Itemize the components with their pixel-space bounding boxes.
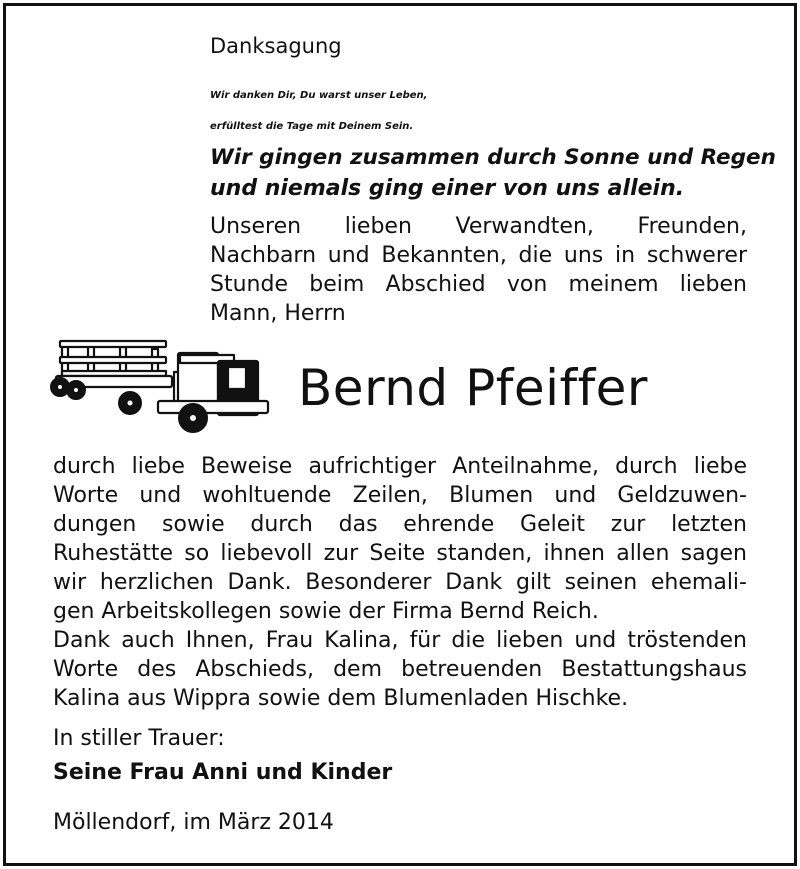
place-date: Möllendorf, im März 2014: [53, 810, 334, 835]
verse-line: Wir danken Dir, Du warst unser Leben,: [210, 90, 428, 101]
intro-line: Mann, Herrn: [210, 301, 346, 326]
verse-line: und niemals ging einer von uns allein.: [210, 176, 685, 201]
deceased-name: Bernd Pfeiffer: [298, 359, 648, 417]
memorial-verse: [210, 80, 776, 204]
intro-line: Stunde beim Abschied von meinem lieben: [210, 272, 747, 297]
body-line: Ruhestätte so liebevoll zur Seite standen, ihnen allen sagen: [53, 541, 747, 566]
thanks-paragraph: [53, 452, 747, 713]
body-line: Dank auch Ihnen, Frau Kalina, für die lieben und tröstenden: [53, 628, 747, 653]
body-line: Worte und wohltuende Zeilen, Blumen und Geldzuwen-: [53, 483, 747, 508]
body-line: wir herzlichen Dank. Besonderer Dank gilt seinen ehemali-: [53, 570, 747, 595]
body-line: gen Arbeitskollegen sowie der Firma Bernd Reich.: [53, 599, 599, 624]
body-line: dungen sowie durch das ehrende Geleit zur letzten: [53, 512, 747, 537]
body-line: durch liebe Beweise aufrichtiger Anteilnahme, durch liebe: [53, 454, 747, 479]
intro-line: Unseren lieben Verwandten, Freunden,: [210, 214, 747, 239]
verse-line: Wir gingen zusammen durch Sonne und Regen: [210, 145, 776, 170]
notice-heading: Danksagung: [210, 34, 342, 58]
intro-line: Nachbarn und Bekannten, die uns in schwerer: [210, 243, 747, 268]
signature: Seine Frau Anni und Kinder: [53, 760, 393, 785]
body-line: Kalina aus Wippra sowie dem Blumenladen Hischke.: [53, 686, 629, 711]
intro-paragraph: [210, 212, 747, 328]
toy-truck-icon: [48, 335, 273, 435]
verse-line: erfülltest die Tage mit Deinem Sein.: [210, 121, 414, 132]
mourning-line: In stiller Trauer:: [53, 726, 225, 751]
body-line: Worte des Abschieds, dem betreuenden Bestattungshaus: [53, 657, 747, 682]
